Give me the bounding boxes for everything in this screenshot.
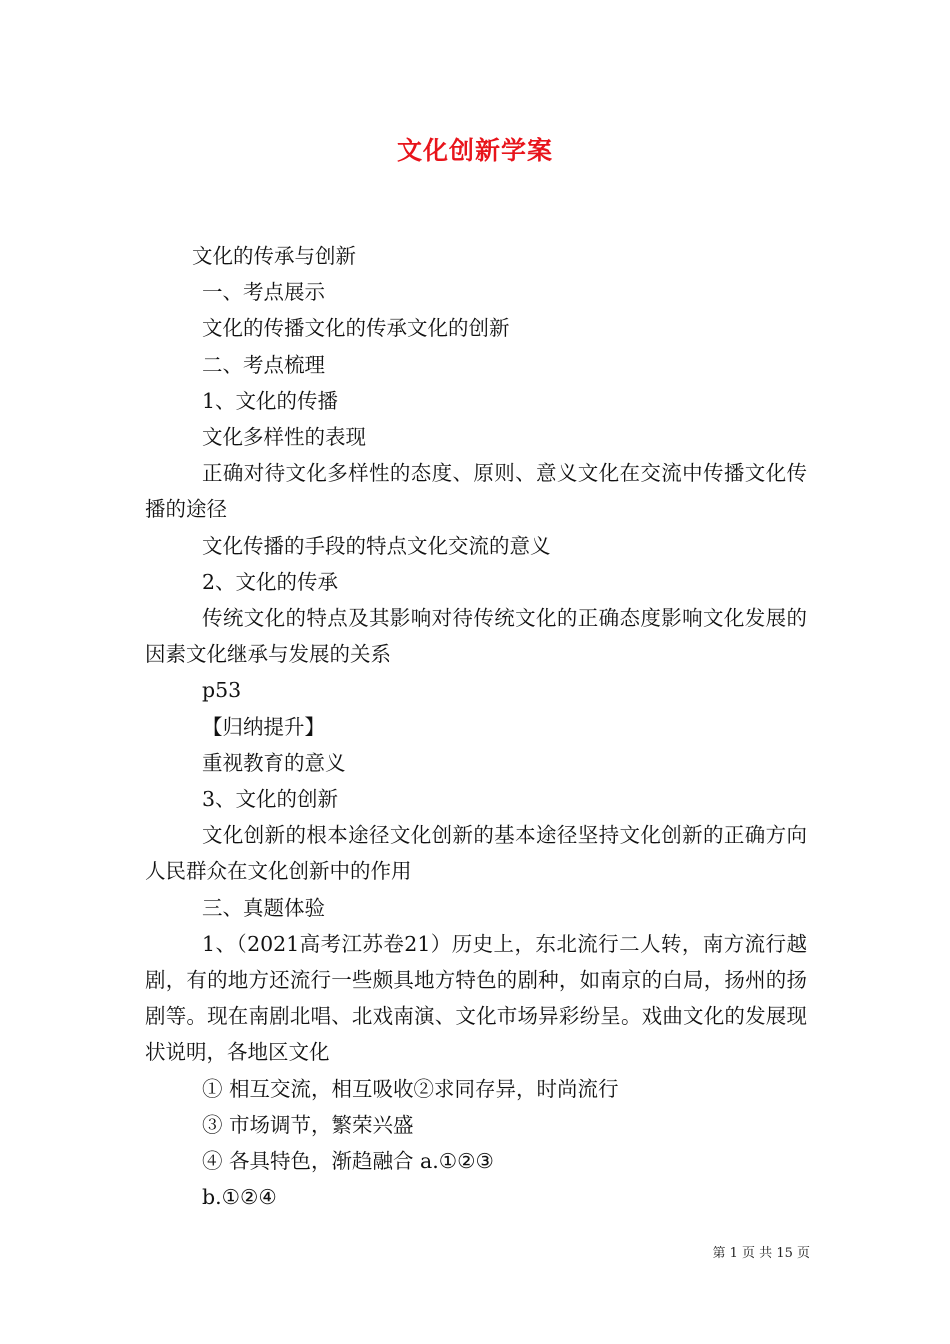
paragraph: 文化的传播文化的传承文化的创新 — [202, 316, 510, 341]
document-title: 文化创新学案 — [396, 136, 553, 165]
section-heading: 三、真题体验 — [202, 895, 325, 920]
paragraph: 正确对待文化多样性的态度、原则、意义文化在交流中传播文化传播的途径 — [145, 461, 807, 522]
answer-option: ③ 市场调节，繁荣兴盛 — [202, 1112, 414, 1137]
document-body — [145, 238, 807, 1215]
page-indicator: 第 1 页 共 15 页 — [712, 1246, 810, 1261]
paragraph: 文化传播的手段的特点文化交流的意义 — [202, 533, 551, 558]
subsection-heading: 2、文化的传承 — [202, 569, 339, 594]
subsection-heading: 3、文化的创新 — [202, 787, 339, 812]
section-heading: 文化的传承与创新 — [192, 244, 356, 268]
paragraph: 文化多样性的表现 — [202, 425, 366, 450]
question-text: 1、（2021高考江苏卷21）历史上，东北流行二人转，南方流行越剧，有的地方还流行一些颇具地方特色的剧种，如南京的白局，扬州的扬剧等。现在南剧北唱、北戏南演、文化市场异彩纷呈。戏曲文化的发展现状说明，各地区文化 — [145, 931, 807, 1065]
section-heading: 一、考点展示 — [202, 280, 325, 305]
page-reference: p53 — [202, 678, 242, 703]
paragraph: 【归纳提升】 — [202, 714, 325, 739]
paragraph: 文化创新的根本途径文化创新的基本途径坚持文化创新的正确方向人民群众在文化创新中的作用 — [145, 823, 807, 884]
answer-option: b.①②④ — [202, 1185, 277, 1210]
answer-option: ④ 各具特色，渐趋融合 a.①②③ — [202, 1149, 494, 1174]
paragraph: 重视教育的意义 — [202, 750, 346, 775]
subsection-heading: 1、文化的传播 — [202, 388, 339, 413]
paragraph: 传统文化的特点及其影响对待传统文化的正确态度影响文化发展的因素文化继承与发展的关系 — [145, 606, 807, 667]
answer-option: ① 相互交流，相互吸收②求同存异，时尚流行 — [202, 1076, 619, 1101]
section-heading: 二、考点梳理 — [202, 352, 325, 377]
